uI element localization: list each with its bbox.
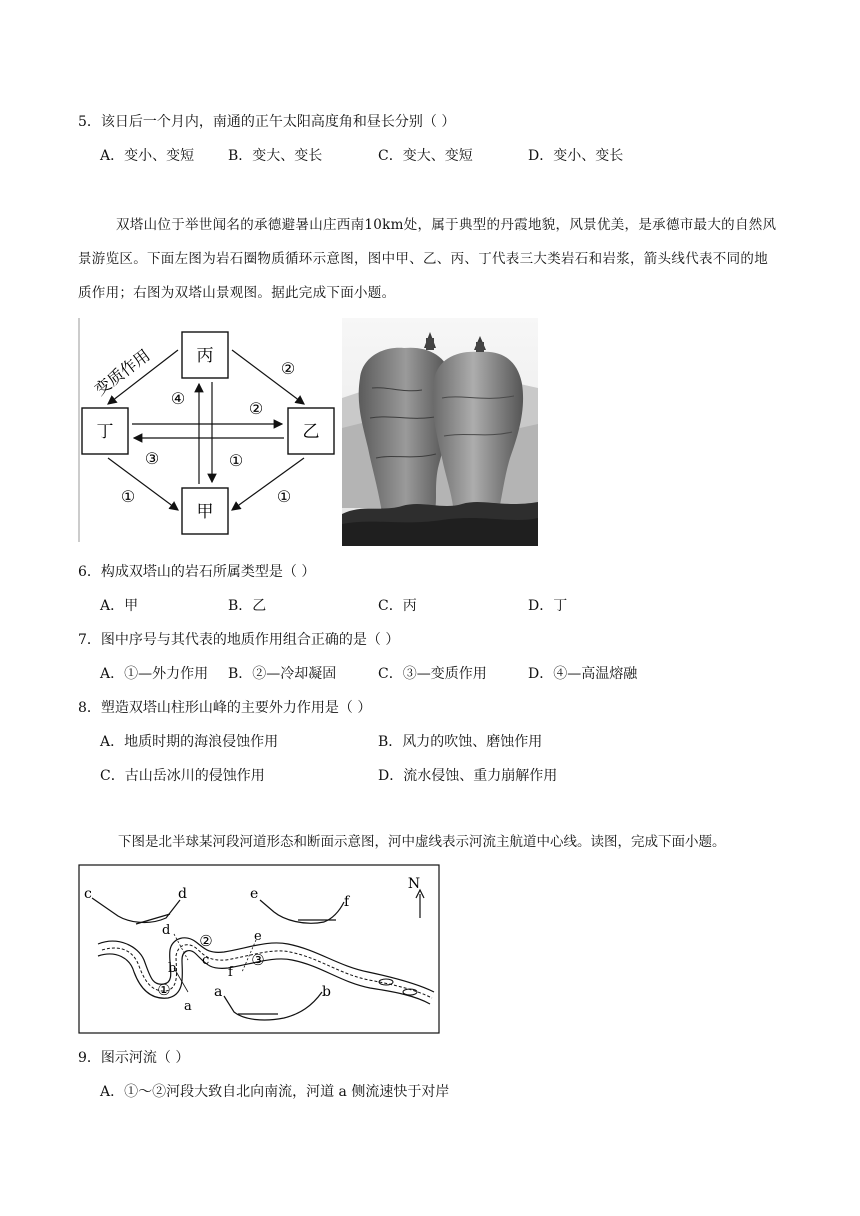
q8-option-c[interactable]: C．古山岳冰川的侵蚀作用 xyxy=(100,768,265,784)
q9-stem: 9．图示河流（ ） xyxy=(78,1050,190,1066)
q8-stem: 8．塑造双塔山柱形山峰的主要外力作用是（ ） xyxy=(78,700,372,716)
q5-option-a[interactable]: A．变小、变短 xyxy=(100,148,195,164)
q8-option-d[interactable]: D．流水侵蚀、重力崩解作用 xyxy=(378,768,558,784)
q7-option-d[interactable]: D．④—高温熔融 xyxy=(528,666,638,682)
q8-option-b[interactable]: B．风力的吹蚀、磨蚀作用 xyxy=(378,734,543,750)
mark-3-river: ③ xyxy=(251,951,265,969)
q6-option-a[interactable]: A．甲 xyxy=(100,598,139,614)
metamorphism-label: 变质作用 xyxy=(90,345,154,400)
node-bottom-label: 甲 xyxy=(196,502,214,522)
label-e-section: e xyxy=(250,886,259,902)
q9-option-a[interactable]: A．①～②河段大致自北向南流，河道 a 侧流速快于对岸 xyxy=(100,1084,450,1100)
north-label: N xyxy=(407,876,421,892)
river-diagram-frame xyxy=(79,865,439,1033)
label-c-section: c xyxy=(84,886,92,902)
label-d-section: d xyxy=(178,886,187,902)
q6-option-c[interactable]: C．丙 xyxy=(378,598,417,614)
q6-stem: 6．构成双塔山的岩石所属类型是（ ） xyxy=(78,564,316,580)
label-a-map: a xyxy=(184,999,192,1014)
label-b-section: b xyxy=(322,984,331,1000)
node-top-label: 丙 xyxy=(196,346,214,366)
q6-option-b[interactable]: B．乙 xyxy=(228,598,267,614)
label-c-map: c xyxy=(202,953,210,968)
shuangta-mountain-photo xyxy=(342,318,538,546)
mark-1-center: ① xyxy=(228,451,244,470)
q5-option-b[interactable]: B．变大、变长 xyxy=(228,148,323,164)
mark-2-middle: ② xyxy=(248,399,264,418)
rock-cycle-diagram xyxy=(78,318,340,546)
q5-stem: 5．该日后一个月内，南通的正午太阳高度角和昼长分别（ ） xyxy=(78,114,456,130)
arrow-left-to-bottom xyxy=(108,458,178,510)
q8-option-a[interactable]: A．地质时期的海浪侵蚀作用 xyxy=(100,734,279,750)
q7-option-a[interactable]: A．①—外力作用 xyxy=(100,666,209,682)
label-b-map: b xyxy=(168,961,177,976)
label-d-map: d xyxy=(162,923,171,938)
label-a-section: a xyxy=(214,984,223,1000)
label-f-map: f xyxy=(228,965,233,980)
mark-1-river: ① xyxy=(157,981,171,999)
label-f-section: f xyxy=(344,894,350,910)
q5-option-d[interactable]: D．变小、变长 xyxy=(528,148,624,164)
river-diagram xyxy=(78,864,440,1034)
q7-option-b[interactable]: B．②—冷却凝固 xyxy=(228,666,337,682)
q5-option-c[interactable]: C．变大、变短 xyxy=(378,148,473,164)
q7-option-c[interactable]: C．③—变质作用 xyxy=(378,666,487,682)
passage-shuangta: 双塔山位于举世闻名的承德避暑山庄西南10km处，属于典型的丹霞地貌，风景优美，是承德市最大的自然风景游览区。下面左图为岩石圈物质循环示意图，图中甲、乙、丙、丁代表三大类岩石和岩浆，箭头线代表不同的地质作用；右图为双塔山景观图。据此完成下面小题。 xyxy=(78,217,777,301)
mark-2-river: ② xyxy=(199,932,213,950)
q6-option-d[interactable]: D．丁 xyxy=(528,598,568,614)
q7-stem: 7．图中序号与其代表的地质作用组合正确的是（ ） xyxy=(78,632,400,648)
passage-river: 下图是北半球某河段河道形态和断面示意图，河中虚线表示河流主航道中心线。读图，完成下面小题。 xyxy=(118,834,726,850)
mark-4: ④ xyxy=(170,389,186,408)
node-right-label: 乙 xyxy=(302,422,320,442)
mark-3: ③ xyxy=(144,449,160,468)
mark-1-right: ① xyxy=(276,487,292,506)
mark-2-top-right: ② xyxy=(280,359,296,378)
label-e-map: e xyxy=(254,929,262,944)
node-left-label: 丁 xyxy=(96,422,114,442)
mark-1-left: ① xyxy=(120,487,136,506)
